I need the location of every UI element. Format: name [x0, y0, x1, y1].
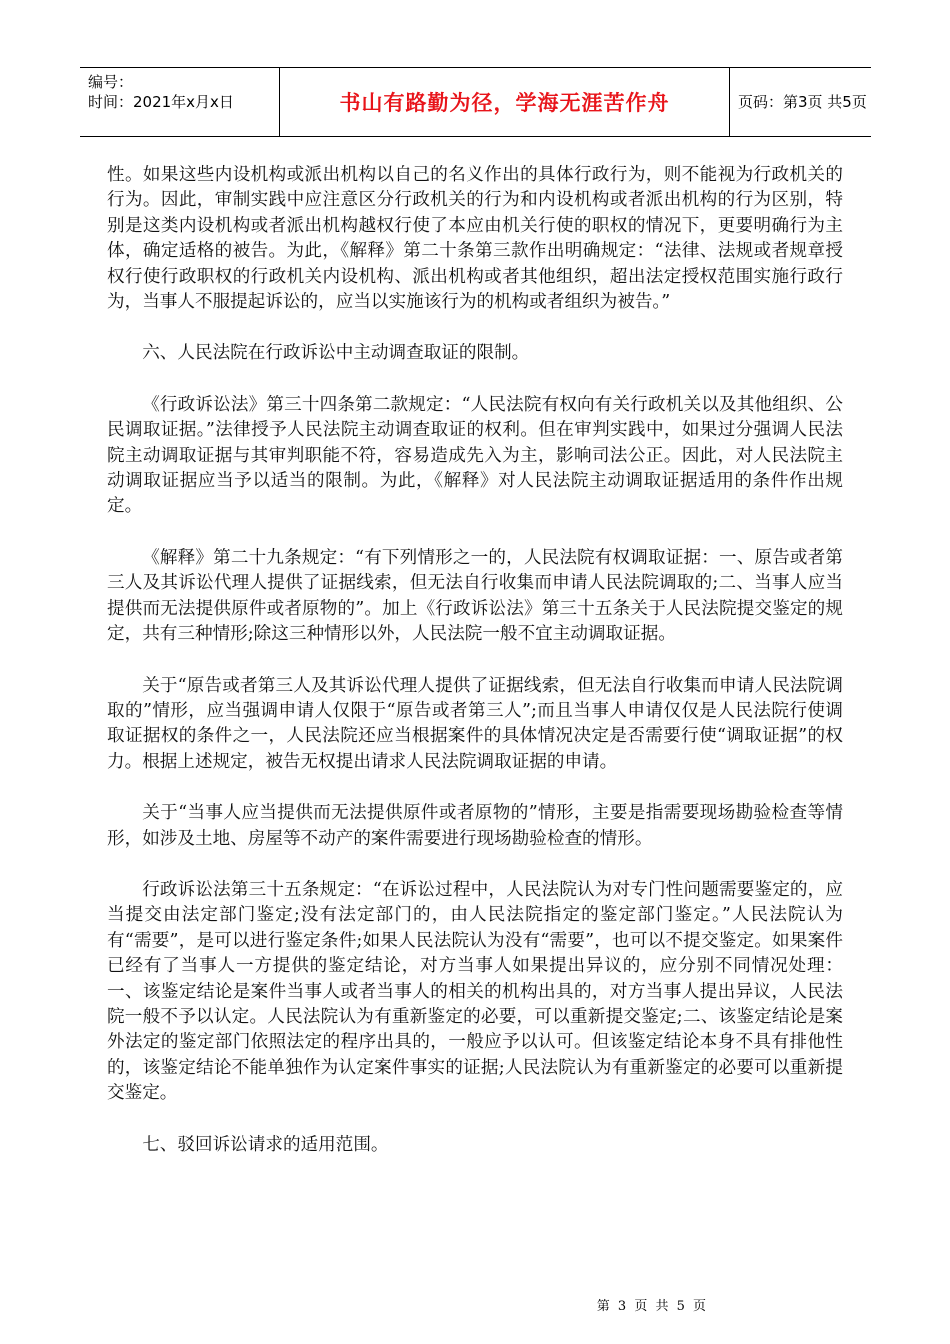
section-heading: 七、驳回诉讼请求的适用范围。	[142, 1134, 389, 1155]
header-left-cell	[80, 68, 280, 136]
document-time-label: 时间：2021年x月x日	[88, 93, 234, 111]
paragraph: 行政诉讼法第三十五条规定：“在诉讼过程中，人民法院认为对专门性问题需要鉴定的，应当提交由法定部门鉴定;没有法定部门的，由人民法院指定的鉴定部门鉴定。”人民法院认为有“需要”，是可以进行鉴定条件;如果人民法院认为没有“需要”，也可以不提交鉴定。如果案件已经有了当事人一方提供的鉴定结论，对方当事人如果提出异议的，应分别不同情况处理：一、该鉴定结论是案件当事人或者当事人的相关的机构出具的，对方当事人提出异议，人民法院一般不予以认定。人民法院认为有重新鉴定的必要，可以重新提交鉴定;二、该鉴定结论是案外法定的鉴定部门依照法定的程序出具的，一般应予以认可。但该鉴定结论本身不具有排他性的，该鉴定结论不能单独作为认定案件事实的证据;人民法院认为有重新鉴定的必要可以重新提交鉴定。	[107, 879, 843, 1104]
paragraph: 关于“当事人应当提供而无法提供原件或者原物的”情形，主要是指需要现场勘验检查等情形，如涉及土地、房屋等不动产的案件需要进行现场勘验检查的情形。	[107, 803, 843, 849]
document-number-label: 编号：	[88, 73, 134, 91]
page-footer: 第 3 页 共 5 页	[596, 1299, 708, 1314]
paragraph: 关于“原告或者第三人及其诉讼代理人提供了证据线索，但无法自行收集而申请人民法院调取的”情形，应当强调申请人仅限于“原告或者第三人”;而且当事人申请仅仅是人民法院行使调取证据权的条件之一，人民法院还应当根据案件的具体情况决定是否需要行使“调取证据”的权力。根据上述规定，被告无权提出请求人民法院调取证据的申请。	[107, 675, 843, 772]
header-motto-cell	[280, 68, 730, 136]
motto-text: 书山有路勤为径，学海无涯苦作舟	[339, 91, 670, 115]
header-right-cell	[730, 68, 871, 136]
section-heading: 六、人民法院在行政诉讼中主动调查取证的限制。	[142, 343, 530, 364]
paragraph: 《行政诉讼法》第三十四条第二款规定：“人民法院有权向有关行政机关以及其他组织、公民调取证据。”法律授予人民法院主动调查取证的权利。但在审判实践中，如果过分强调人民法院主动调取证据与其审判职能不符，容易造成先入为主，影响司法公正。因此，对人民法院主动调取证据应当予以适当的限制。为此，《解释》对人民法院主动调取证据适用的条件作出规定。	[107, 394, 843, 517]
paragraph: 性。如果这些内设机构或派出机构以自己的名义作出的具体行政行为，则不能视为行政机关的行为。因此，审制实践中应注意区分行政机关的行为和内设机构或者派出机构的行为区别，特别是这类内设机构或者派出机构越权行使了本应由机关行使的职权的情况下，更要明确行为主体，确定适格的被告。为此，《解释》第二十条第三款作出明确规定：“法律、法规或者规章授权行使行政职权的行政机关内设机构、派出机构或者其他组织，超出法定授权范围实施行政行为，当事人不服提起诉讼的，应当以实施该行为的机构或者组织为被告。”	[107, 165, 843, 313]
document-body	[107, 163, 843, 1184]
paragraph: 《解释》第二十九条规定：“有下列情形之一的，人民法院有权调取证据：一、原告或者第三人及其诉讼代理人提供了证据线索，但无法自行收集而申请人民法院调取的;二、当事人应当提供而无法提供原件或者原物的”。加上《行政诉讼法》第三十五条关于人民法院提交鉴定的规定，共有三种情形;除这三种情形以外，人民法院一般不宜主动调取证据。	[107, 547, 843, 645]
page-header	[80, 67, 871, 137]
page-number-label: 页码：第3页 共5页	[738, 93, 867, 111]
